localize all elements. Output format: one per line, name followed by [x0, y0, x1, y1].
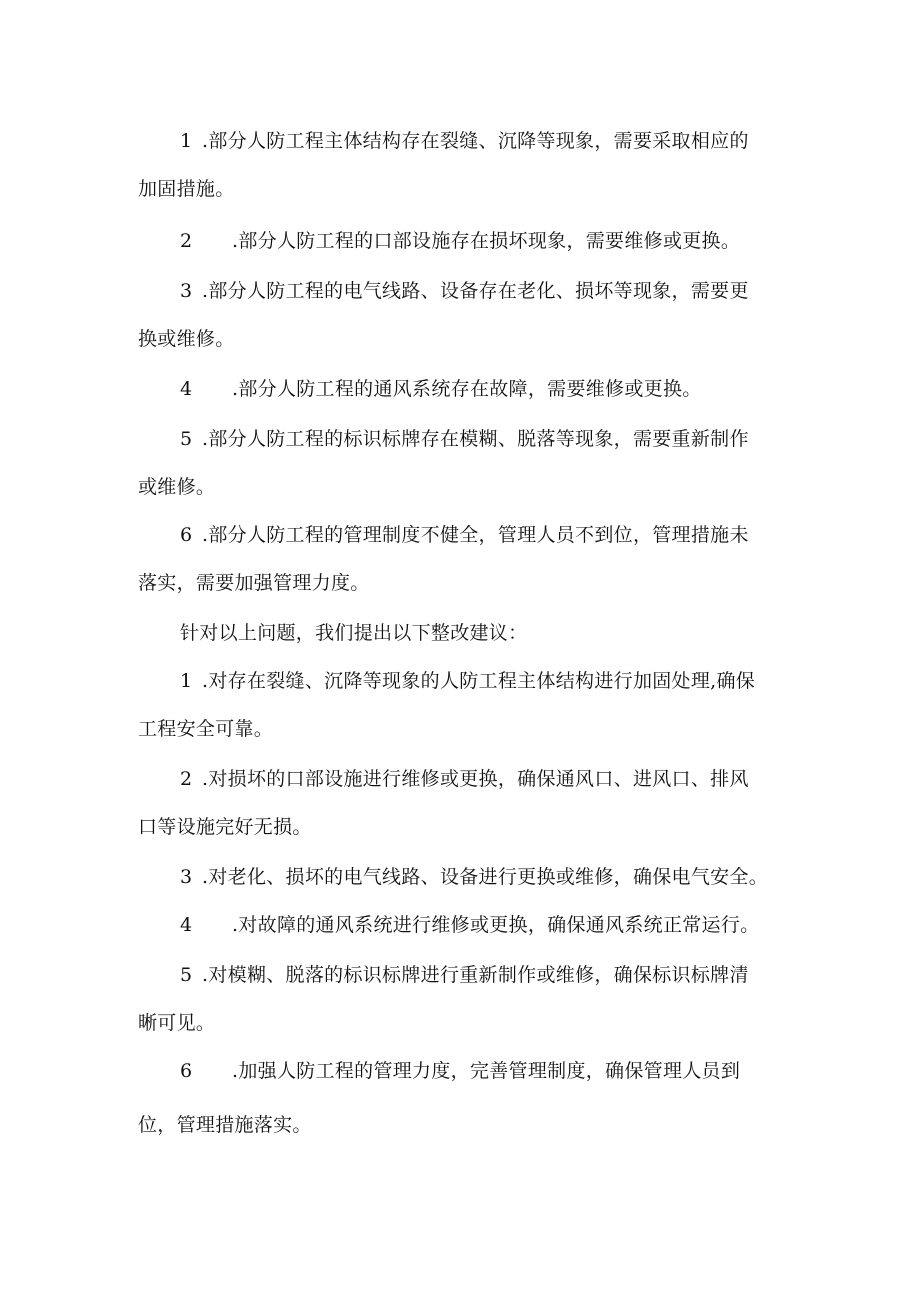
suggestion-5-line-1 [180, 962, 749, 988]
suggestions-intro: 针对以上问题，我们提出以下整改建议： [180, 622, 528, 644]
problem-6-line-1 [180, 522, 749, 548]
suggestion-1-line-1 [180, 668, 755, 694]
problem-4-number: 4 [180, 378, 193, 400]
suggestion-6-text: .加强人防工程的管理力度，完善管理制度，确保管理人员到 [232, 1060, 741, 1082]
suggestion-5-number: 5 [180, 964, 193, 986]
suggestion-4-text: .对故障的通风系统进行维修或更换，确保通风系统正常运行。 [232, 914, 760, 936]
problem-4-text: .部分人防工程的通风系统存在故障，需要维修或更换。 [232, 378, 702, 400]
suggestion-2-number: 2 [180, 768, 193, 790]
problem-6-number: 6 [180, 524, 193, 546]
suggestion-4-number: 4 [180, 914, 193, 936]
problem-1-line-1 [180, 128, 749, 154]
problem-1-number: 1 [180, 130, 193, 152]
suggestion-3-line-1 [180, 864, 768, 890]
problem-5-number: 5 [180, 428, 193, 450]
problem-5-line-1 [180, 426, 749, 452]
suggestion-6-line-2: 位，管理措施落实。 [138, 1114, 312, 1136]
suggestion-3-number: 3 [180, 866, 193, 888]
suggestion-2-line-1 [180, 766, 749, 792]
suggestion-4-line-1 [180, 912, 759, 938]
problem-6-text: .部分人防工程的管理制度不健全，管理人员不到位，管理措施未 [202, 524, 749, 546]
suggestion-1-line-2: 工程安全可靠。 [138, 718, 274, 740]
problem-2-line-1 [180, 228, 740, 254]
suggestion-6-line-1 [180, 1058, 740, 1084]
suggestion-1-number: 1 [180, 670, 193, 692]
problem-3-line-2: 换或维修。 [138, 328, 235, 350]
problem-5-text: .部分人防工程的标识标牌存在模糊、脱落等现象，需要重新制作 [202, 428, 749, 450]
problem-1-text: .部分人防工程主体结构存在裂缝、沉降等现象，需要采取相应的 [202, 130, 749, 152]
suggestion-2-text: .对损坏的口部设施进行维修或更换，确保通风口、进风口、排风 [202, 768, 749, 790]
suggestion-2-line-2: 口等设施完好无损。 [138, 816, 312, 838]
problem-3-number: 3 [180, 280, 193, 302]
problem-1-line-2: 加固措施。 [138, 178, 235, 200]
problem-3-line-1 [180, 278, 749, 304]
problem-4-line-1 [180, 376, 702, 402]
suggestion-1-text: .对存在裂缝、沉降等现象的人防工程主体结构进行加固处理,确保 [202, 670, 756, 692]
problem-5-line-2: 或维修。 [138, 476, 216, 498]
suggestion-5-text: .对模糊、脱落的标识标牌进行重新制作或维修，确保标识标牌清 [202, 964, 749, 986]
suggestion-6-number: 6 [180, 1060, 193, 1082]
suggestion-5-line-2: 晰可见。 [138, 1012, 216, 1034]
suggestion-3-text: .对老化、损坏的电气线路、设备进行更换或维修，确保电气安全。 [202, 866, 769, 888]
problem-2-number: 2 [180, 230, 193, 252]
problem-2-text: .部分人防工程的口部设施存在损坏现象，需要维修或更换。 [232, 230, 741, 252]
problem-3-text: .部分人防工程的电气线路、设备存在老化、损坏等现象，需要更 [202, 280, 749, 302]
problem-6-line-2: 落实，需要加强管理力度。 [138, 572, 370, 594]
